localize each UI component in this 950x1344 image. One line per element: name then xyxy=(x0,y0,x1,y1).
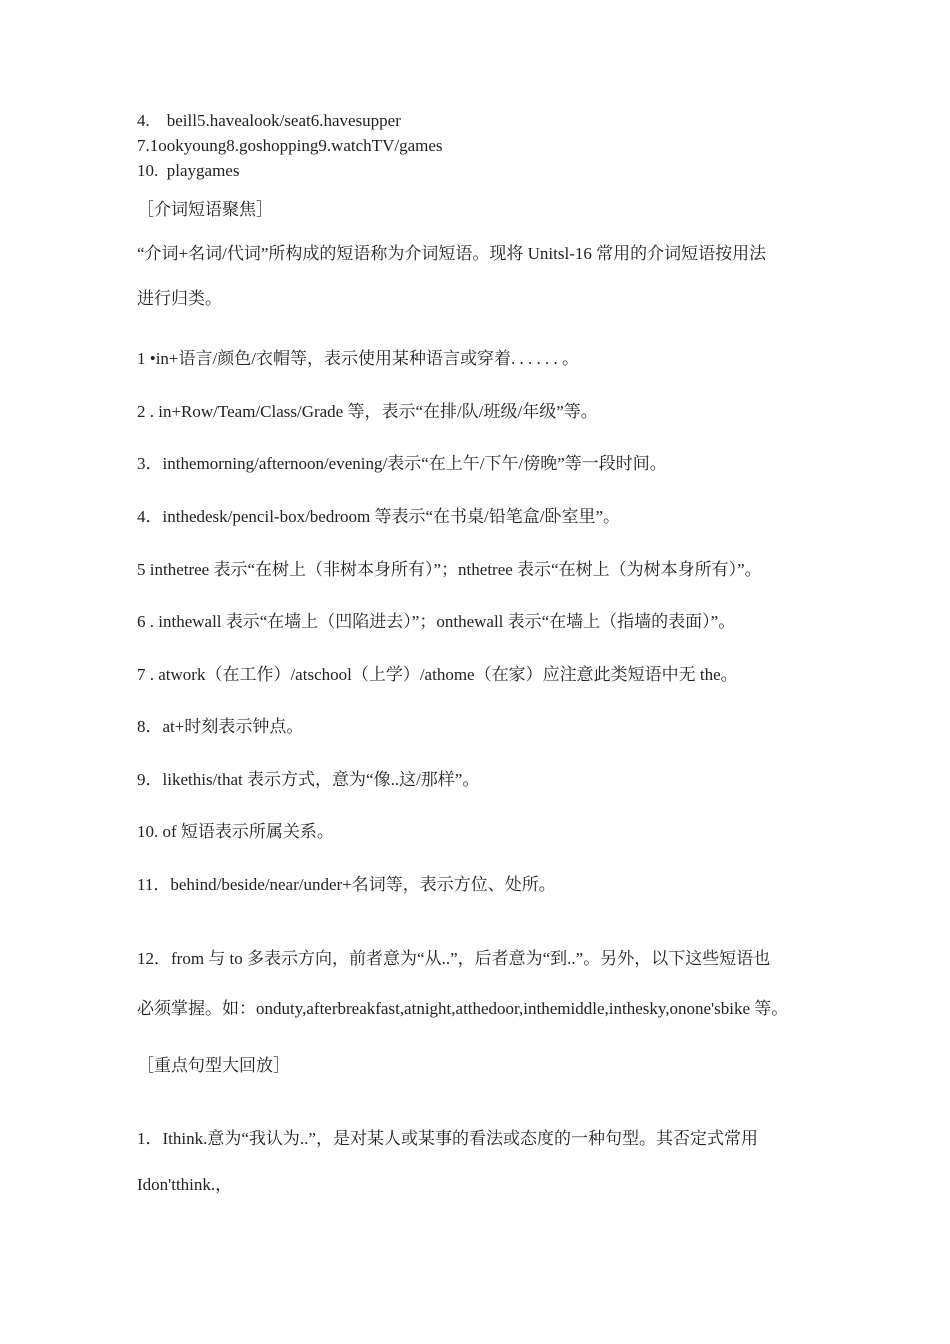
top-line-2: 7.1ookyoung8.goshopping9.watchTV/games xyxy=(137,136,443,155)
list-item-7: 7 . atwork（在工作）/atschool（上学）/athome（在家）应注意此类短语中无 the。 xyxy=(137,665,738,684)
list-item-6: 6 . inthewall 表示“在墙上（凹陷进去）”；onthewall 表示“在墙上（指墙的表面）”。 xyxy=(137,612,736,631)
list-item-12-line-2: 必须掌握。如：onduty,afterbreakfast,atnight,atthedoor,inthemiddle,inthesky,onone'sbike 等。 xyxy=(137,999,789,1018)
list-item-8: 8．at+时刻表示钟点。 xyxy=(137,717,304,736)
list-item-1: 1 •in+语言/颜色/衣帽等，表示使用某种语言或穿着. . . . . . 。 xyxy=(137,349,579,368)
list-item-3: 3．inthemorning/afternoon/evening/表示“在上午/下午/傍晚”等一段时间。 xyxy=(137,454,667,473)
list-item-4: 4．inthedesk/pencil-box/bedroom 等表示“在书桌/铅笔盒/卧室里”。 xyxy=(137,507,621,526)
intro-paragraph-line-2: 进行归类。 xyxy=(137,289,222,308)
list-item-2: 2 . in+Row/Team/Class/Grade 等，表示“在排/队/班级/年级”等。 xyxy=(137,402,598,421)
list-item-5: 5 inthetree 表示“在树上（非树本身所有）”；nthetree 表示“在树上（为树本身所有）”。 xyxy=(137,560,762,579)
list-item-11: 11．behind/beside/near/under+名词等，表示方位、处所。 xyxy=(137,875,556,894)
list-item-12-line-1: 12．from 与 to 多表示方向，前者意为“从..”，后者意为“到..”。另外，以下这些短语也 xyxy=(137,949,771,968)
sentence-pattern-1-line-1: 1．Ithink.意为“我认为..”，是对某人或某事的看法或态度的一种句型。其否定式常用 xyxy=(137,1129,758,1148)
section-heading-prepositions: ［介词短语聚焦］ xyxy=(137,200,273,219)
section-heading-sentence-patterns: ［重点句型大回放］ xyxy=(137,1056,290,1075)
list-item-10: 10. of 短语表示所属关系。 xyxy=(137,822,334,841)
intro-paragraph-line-1: “介词+名词/代词”所构成的短语称为介词短语。现将 Unitsl-16 常用的介词短语按用法 xyxy=(137,244,767,263)
sentence-pattern-1-line-2: Idon'tthink.， xyxy=(137,1175,233,1194)
top-line-3: 10. playgames xyxy=(137,161,240,180)
list-item-9: 9．likethis/that 表示方式，意为“像..这/那样”。 xyxy=(137,770,480,789)
top-line-1: 4. beill5.havealook/seat6.havesupper xyxy=(137,111,401,130)
